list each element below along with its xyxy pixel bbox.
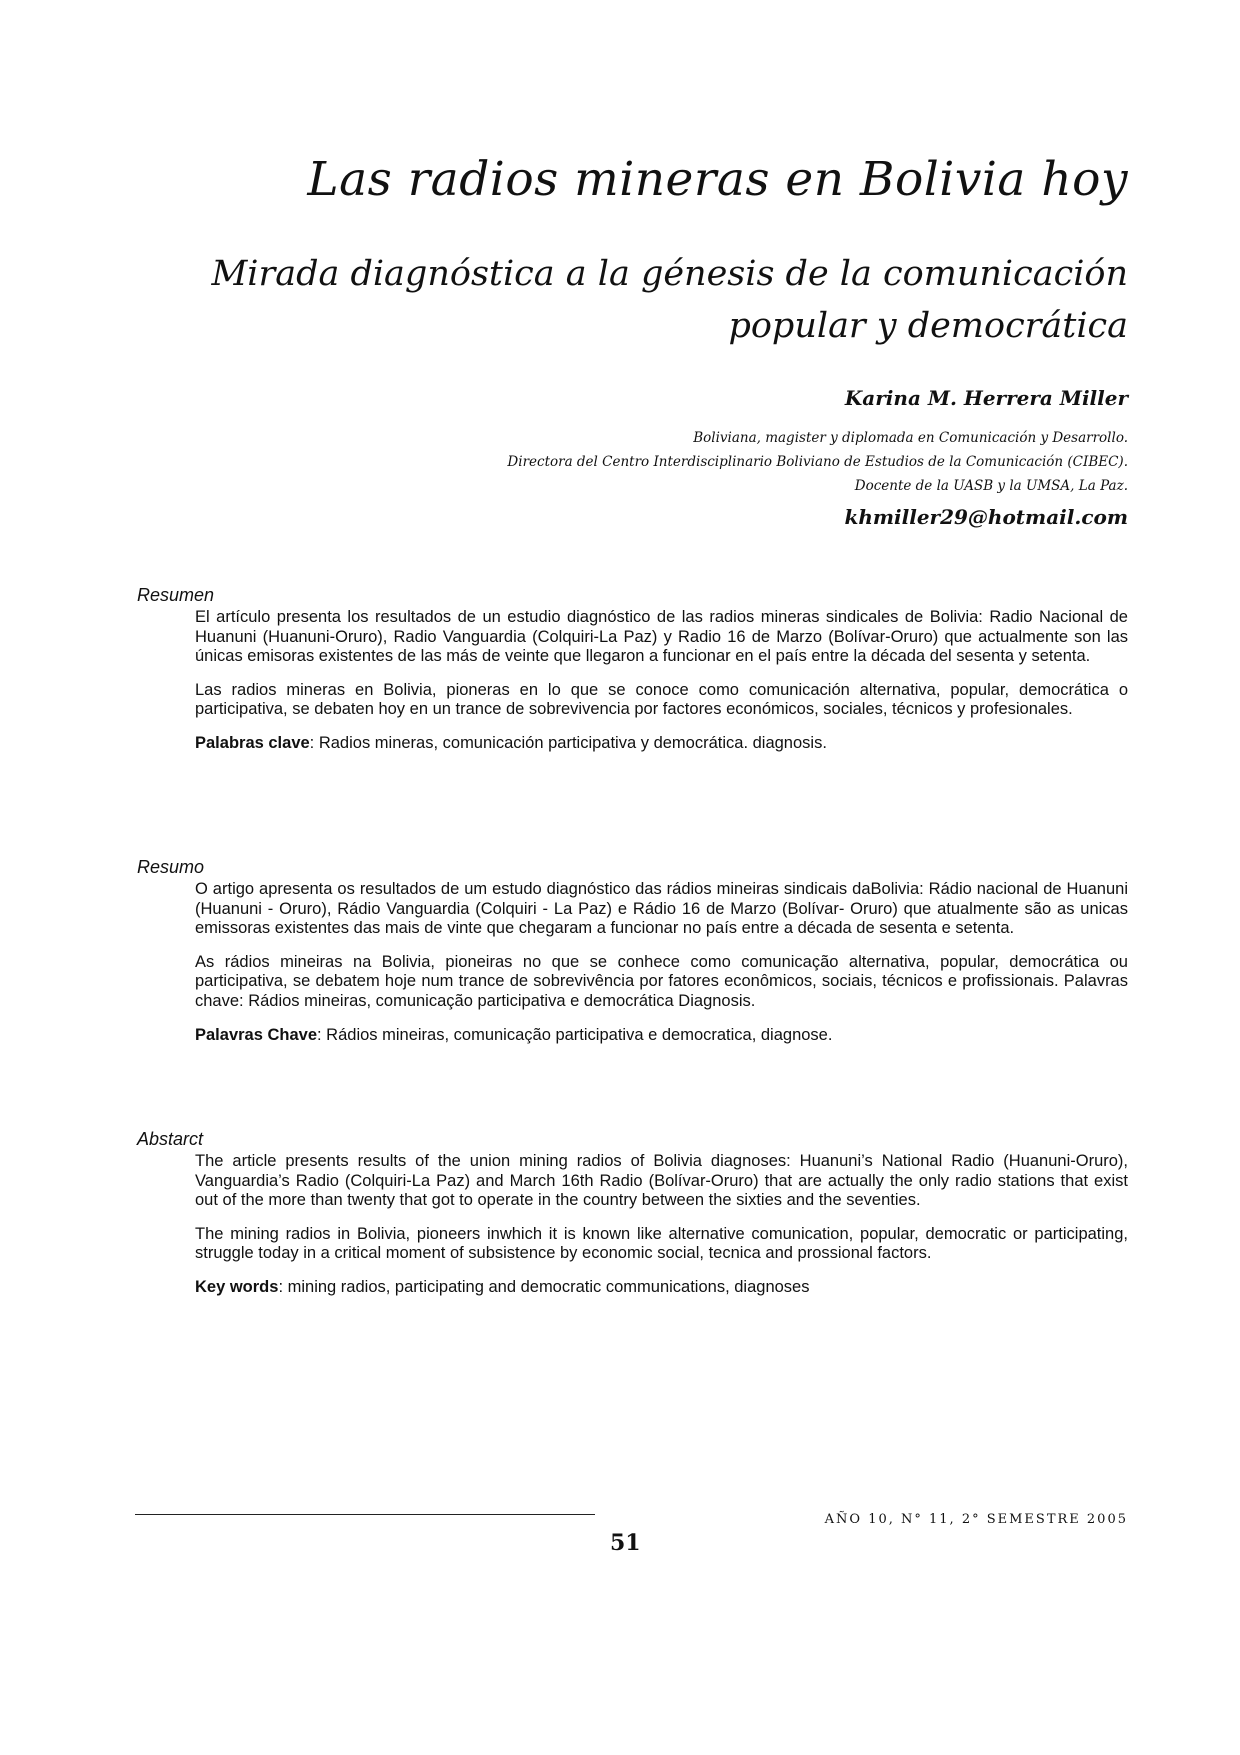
affiliation-line: Directora del Centro Interdisciplinario Boliviano de Estudios de la Comunicación (CIBEC). xyxy=(507,454,1128,470)
paragraph: As rádios mineiras na Bolivia, pioneiras no que se conhece como comunicação alternativa, popular, democrática ou participativa, se debatem hoje num trance de sobrevivência por fatores econômicos, sociais, técnicos e profissionais. Palavras chave: Rádios mineiras, comunicação participativa e democrática Diagnosis. xyxy=(195,952,1128,1010)
keywords-label: Palabras clave xyxy=(195,733,310,752)
affiliation-line: Docente de la UASB y la UMSA, La Paz. xyxy=(854,478,1128,494)
paragraph: Las radios mineras en Bolivia, pioneras en lo que se conoce como comunicación alternativa, popular, democrática o participativa, se debaten hoy en un trance de sobrevivencia por factores económicos, sociales, técnicos y profesionales. xyxy=(195,680,1128,719)
article-title: Las radios mineras en Bolivia hoy xyxy=(307,152,1128,207)
section-body xyxy=(195,1152,1128,1298)
section-heading: Resumo xyxy=(137,857,205,877)
author-affiliation xyxy=(507,426,1128,498)
author-email[interactable]: khmiller29@hotmail.com xyxy=(844,505,1128,529)
paragraph: El artículo presenta los resultados de un estudio diagnóstico de las radios mineras sindicales de Bolivia: Radio Nacional de Huanuni (Huanuni-Oruro), Radio Vanguardia (Colquiri-La Paz) y Radio 16 de Marzo (Bolívar-Oruro) que actualmente son las únicas emisoras existentes de las más de veinte que llegaron a funcionar en el país entre la década del sesenta y setenta. xyxy=(195,608,1128,666)
footer-issue-info: AÑO 10, N° 11, 2° SEMESTRE 2005 xyxy=(824,1512,1128,1527)
section-resumen xyxy=(137,584,1128,768)
author-name: Karina M. Herrera Miller xyxy=(844,386,1128,410)
keywords-text: : Radios mineras, comunicación participativa y democrática. diagnosis. xyxy=(309,733,827,752)
section-heading: Abstarct xyxy=(137,1129,204,1149)
keywords xyxy=(195,1026,1128,1046)
keywords xyxy=(195,734,1128,754)
paragraph: The mining radios in Bolivia, pioneers inwhich it is known like alternative comunication, popular, democratic or participating, struggle today in a critical moment of subsistence by economic social, tecnica and prossional factors. xyxy=(195,1224,1128,1263)
paragraph: The article presents results of the union mining radios of Bolivia diagnoses: Huanuni’s National Radio (Huanuni-Oruro), Vanguardia’s Radio (Colquiri-La Paz) and March 16th Radio (Bolívar-Oruro) that are actually the only radio stations that exist out of the more than twenty that got to operate in the country between the sixties and the seventies. xyxy=(195,1152,1128,1210)
footer-divider xyxy=(135,1514,595,1515)
keywords-text: : Rádios mineiras, comunicação participativa e democratica, diagnose. xyxy=(317,1025,833,1044)
section-resumo xyxy=(137,856,1128,1059)
section-body xyxy=(195,608,1128,754)
keywords xyxy=(195,1278,1128,1298)
paragraph: O artigo apresenta os resultados de um estudo diagnóstico das rádios mineiras sindicais daBolivia: Rádio nacional de Huanuni (Huanuni - Oruro), Rádio Vanguardia (Colquiri - La Paz) e Rádio 16 de Marzo (Bolívar- Oruro) que atualmente são as unicas emissoras existentes das mais de vinte que chegaram a funcionar no país entre a década de sesenta e setenta. xyxy=(195,880,1128,938)
section-abstract xyxy=(137,1128,1128,1312)
affiliation-line: Boliviana, magister y diplomada en Comunicación y Desarrollo. xyxy=(693,430,1128,446)
section-body xyxy=(195,880,1128,1045)
section-heading: Resumen xyxy=(137,585,215,605)
keywords-label: Palavras Chave xyxy=(195,1025,318,1044)
article-subtitle: Mirada diagnóstica a la génesis de la comunicación popular y democrática xyxy=(211,254,1128,346)
keywords-label: Key words xyxy=(195,1277,279,1296)
keywords-text: : mining radios, participating and democratic communications, diagnoses xyxy=(278,1277,810,1296)
page-number: 51 xyxy=(610,1530,641,1556)
